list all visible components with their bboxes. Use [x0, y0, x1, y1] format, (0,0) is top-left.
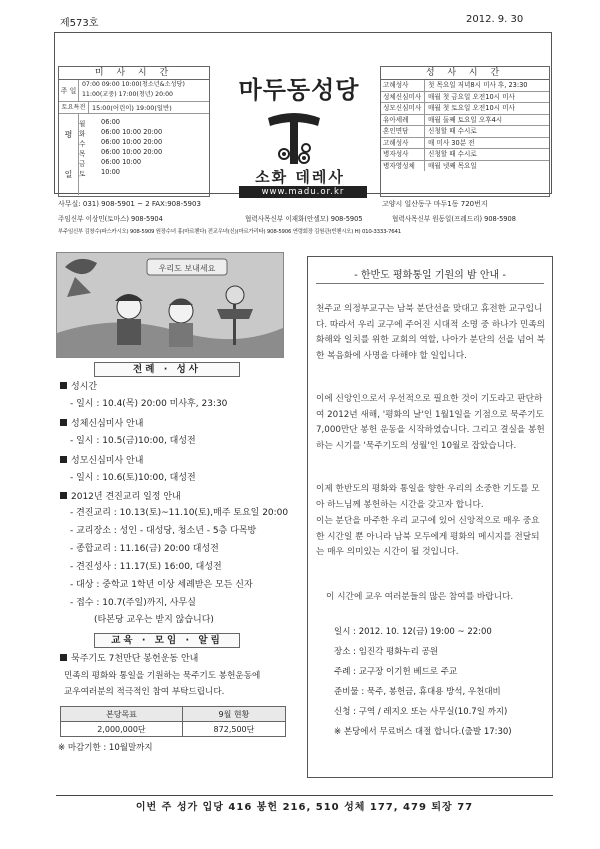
day: 월	[79, 120, 86, 128]
children-scarecrow-illustration	[57, 253, 284, 358]
banner-sign-text: 우리도 보내세요	[158, 264, 216, 273]
item-title-text: 성시간	[71, 382, 98, 392]
contact-priest-3: 협력사목신부 원동일(프레드리) 908-5908	[392, 215, 516, 223]
sacrament-name: 병자영성체	[381, 161, 425, 172]
weekday-row	[79, 138, 209, 148]
liturgy-item-line: (타본당 교우는 받지 않습니다)	[94, 615, 214, 625]
times: 06:00 10:00 20:00	[101, 148, 163, 156]
sacrament-name: 고해성사	[381, 80, 425, 91]
mass-times-box	[58, 66, 210, 197]
status-header: 9월 현황	[182, 707, 285, 722]
sacrament-name: 성모신심미사	[381, 103, 425, 114]
sacrament-row	[381, 92, 549, 104]
deadline-note: ※ 마감기한 : 10월말까지	[58, 743, 153, 753]
prayer-paragraph: 이에 신앙인으로서 우선적으로 필요한 것이 기도라고 판단하여 2012년 새해, '평화의 날'인 1월1일을 기점으로 묵주기도 7,000만단 봉헌 운동을 시작하였습니다. 그리고 결실을 봉헌하는 시기를 '묵주기도의 성월'인 10월로 잡았습니다.	[316, 394, 545, 451]
liturgy-item-line: - 대상 : 중학교 1학년 이상 세례받은 모든 신자	[70, 580, 253, 590]
liturgy-item-line: - 일시 : 10.4(목) 20:00 미사후, 23:30	[70, 399, 228, 409]
mass-times-title: 미 사 시 간	[59, 67, 209, 80]
prayer-paragraph: 이는 분단을 마주한 우리 교구에 있어 신앙적으로 매우 중요한 시간일 뿐 아니라 남북 모두에게 평화의 메시지를 전달되는 매우 의미있는 시간이 될 것입니다.	[316, 516, 540, 557]
sacrament-time: 매 미사 30분 전	[428, 138, 475, 147]
sacrament-time: 신청할 때 수시로	[428, 150, 477, 158]
issue-number: 제573호	[60, 18, 99, 29]
liturgy-item-line: - 일시 : 10.6(토)10:00, 대성전	[70, 473, 196, 483]
liturgy-item-line: - 교리장소 : 성인 - 대성당, 청소년 - 5층 다목방	[70, 526, 257, 536]
sacrament-row	[381, 115, 549, 127]
event-detail: 주례 : 교구장 이기헌 베드로 주교	[334, 667, 458, 677]
liturgy-item-line: - 견진교리 : 10.13(토)~11.10(토),매주 토요일 20:00	[70, 508, 289, 518]
square-bullet-icon	[60, 382, 67, 389]
times: 06:00 10:00	[101, 158, 142, 166]
sacrament-time: 첫 목요일 저녁8시 미사 후, 23:30	[428, 81, 528, 89]
weekday-row	[79, 128, 209, 138]
prayer-paragraph: 이제 한반도의 평화와 통일을 향한 우리의 소중한 기도를 모아 하느님께 봉헌하는 시간을 갖고자 합니다.	[316, 484, 540, 510]
footer-divider	[56, 795, 553, 796]
sacrament-row	[381, 80, 549, 92]
square-bullet-icon	[60, 419, 67, 426]
rosary-campaign-title	[60, 653, 198, 666]
sacrament-time: 신청할 때 수시로	[428, 127, 477, 135]
times: 06:00 10:00 20:00	[101, 138, 163, 146]
title-divider	[316, 283, 544, 284]
rosary-goal-table	[60, 706, 286, 737]
church-name: 마두동성당	[238, 76, 360, 104]
liturgy-item-line: - 일시 : 10.5(금)10:00, 대성전	[70, 436, 196, 446]
sacrament-name: 유아세례	[381, 115, 425, 126]
saturday-times: 15:00(어린이) 19:00(일반)	[92, 104, 172, 112]
liturgy-section-head: 전례 · 성사	[94, 362, 240, 377]
square-bullet-icon	[60, 654, 67, 661]
liturgy-item-line: - 접수 : 10.7(주일)까지, 사무실	[70, 598, 196, 608]
sacrament-row	[381, 149, 549, 161]
item-title-text: 성체신심미사 안내	[71, 419, 144, 429]
sacrament-name: 성체신심미사	[381, 92, 425, 103]
weekday-row	[79, 118, 209, 128]
sunday-label: 주 일	[59, 80, 79, 101]
autumn-banner-image	[56, 252, 284, 358]
times: 10:00	[101, 168, 121, 176]
cross-roses-icon	[262, 104, 326, 168]
event-detail: 장소 : 임진각 평화누리 공원	[334, 647, 438, 657]
day: 수	[79, 140, 86, 148]
liturgy-item-title	[60, 418, 143, 431]
sacrament-row	[381, 126, 549, 138]
liturgy-item-line: - 종합교리 : 11.16(금) 20:00 대성전	[70, 544, 219, 554]
weekday-row	[79, 148, 209, 158]
prayer-night-title: - 한반도 평화통일 기원의 밤 안내 -	[354, 270, 506, 281]
prayer-paragraph: 천주교 의정부교구는 남북 분단선을 맞대고 휴전한 교구입니다. 따라서 우리 교구에 주어진 시대적 소명 중 하나가 민족의 화해와 일치를 위한 교회의 역할, 나아가 분단의 선을 넘어 북한 복음화에 사명을 다해야 할 일입니다.	[316, 304, 546, 361]
weekday-label-1: 평	[64, 129, 73, 139]
sacrament-time: 매월 첫 금요일 오전10시 미사	[428, 92, 515, 101]
education-section-head: 교육 · 모임 · 알림	[94, 633, 240, 648]
weekday-row	[79, 168, 209, 178]
office-phone: 사무실: 031) 908-5901 ~ 2 FAX:908-5903	[58, 200, 201, 208]
day: 목	[79, 150, 86, 158]
church-address: 고양시 일산동구 마두1동 720번지	[382, 200, 488, 208]
event-detail: 준비물 : 묵주, 봉헌금, 휴대용 방석, 우천대비	[334, 687, 501, 697]
website-url[interactable]: www.madu.or.kr	[239, 186, 367, 198]
weekday-row	[79, 158, 209, 168]
day: 화	[79, 130, 86, 138]
status-value: 872,500단	[182, 722, 285, 737]
sacrament-time: 매월 둘째 토요일 오후4시	[428, 115, 503, 124]
sacrament-time: 매월 넷째 목요일	[428, 161, 477, 170]
rosary-campaign-body: 교우여러분의 적극적인 참여 부탁드립니다.	[64, 687, 225, 697]
contact-priest-1: 주임신부 이상민(토마스) 908-5904	[58, 215, 163, 223]
sacraments-title: 성 사 시 간	[381, 67, 549, 80]
event-detail: 일시 : 2012. 10. 12(금) 19:00 ~ 22:00	[334, 627, 492, 637]
sacrament-row	[381, 161, 549, 172]
item-title-text: 성모신심미사 안내	[71, 456, 144, 466]
contact-priest-2: 협력사목신부 이재화(안셀모) 908-5905	[245, 215, 363, 223]
item-title-text: 묵주기도 7천만단 봉헌운동 안내	[71, 654, 199, 664]
item-title-text: 2012년 견진교리 일정 안내	[71, 492, 181, 502]
event-detail: 신청 : 구역 / 레지오 또는 사무실(10.7일 까지)	[334, 707, 508, 717]
times: 06:00 10:00 20:00	[101, 128, 163, 136]
square-bullet-icon	[60, 492, 67, 499]
sacraments-box	[380, 66, 550, 197]
sacrament-row	[381, 138, 549, 150]
contact-staff: 부주임신부 김창수(파스카시오) 908-5909 원장수녀 홍(마르첸다) 전교우녀(신)(마르가리타) 908-5906 연령회장 김원관(빈첸시오) H) 010-3333-7641	[58, 229, 401, 235]
square-bullet-icon	[60, 456, 67, 463]
sacrament-row	[381, 103, 549, 115]
times: 06:00	[101, 118, 121, 126]
sunday-times-2: 11:00(교중) 17:00(청년) 20:00	[82, 91, 173, 98]
issue-date: 2012. 9. 30	[466, 14, 524, 25]
liturgy-item-title	[60, 455, 143, 468]
patron-saint: 소화 데레사	[255, 168, 345, 186]
goal-value: 2,000,000단	[61, 722, 183, 737]
event-detail: ※ 본당에서 무료버스 대절 합니다.(출발 17:30)	[334, 727, 512, 737]
sacrament-name: 혼인면담	[381, 126, 425, 137]
hymns-of-the-week: 이번 주 성가 입당 416 봉헌 216, 510 성체 177, 479 퇴장 77	[135, 802, 474, 813]
day: 토	[79, 170, 86, 178]
sacrament-name: 병자성사	[381, 149, 425, 160]
sacrament-time: 매월 첫 토요일 오전10시 미사	[428, 104, 515, 112]
liturgy-item-line: - 견진성사 : 11.17(토) 16:00, 대성전	[70, 562, 222, 572]
goal-header: 본당목표	[61, 707, 183, 722]
liturgy-item-title	[60, 491, 181, 504]
sunday-times-1: 07:00 09:00 10:00(청소년&소성당)	[82, 81, 185, 88]
saturday-label: 토요특전	[59, 102, 89, 113]
rosary-campaign-body: 민족의 평화와 통일을 기원하는 묵주기도 봉헌운동에	[64, 671, 261, 681]
sacrament-name: 고해성사	[381, 138, 425, 149]
prayer-paragraph: 이 시간에 교우 여러분들의 많은 참여를 바랍니다.	[326, 592, 514, 602]
weekday-label-2: 일	[64, 170, 73, 180]
liturgy-item-title	[60, 381, 97, 394]
day: 금	[79, 160, 86, 168]
